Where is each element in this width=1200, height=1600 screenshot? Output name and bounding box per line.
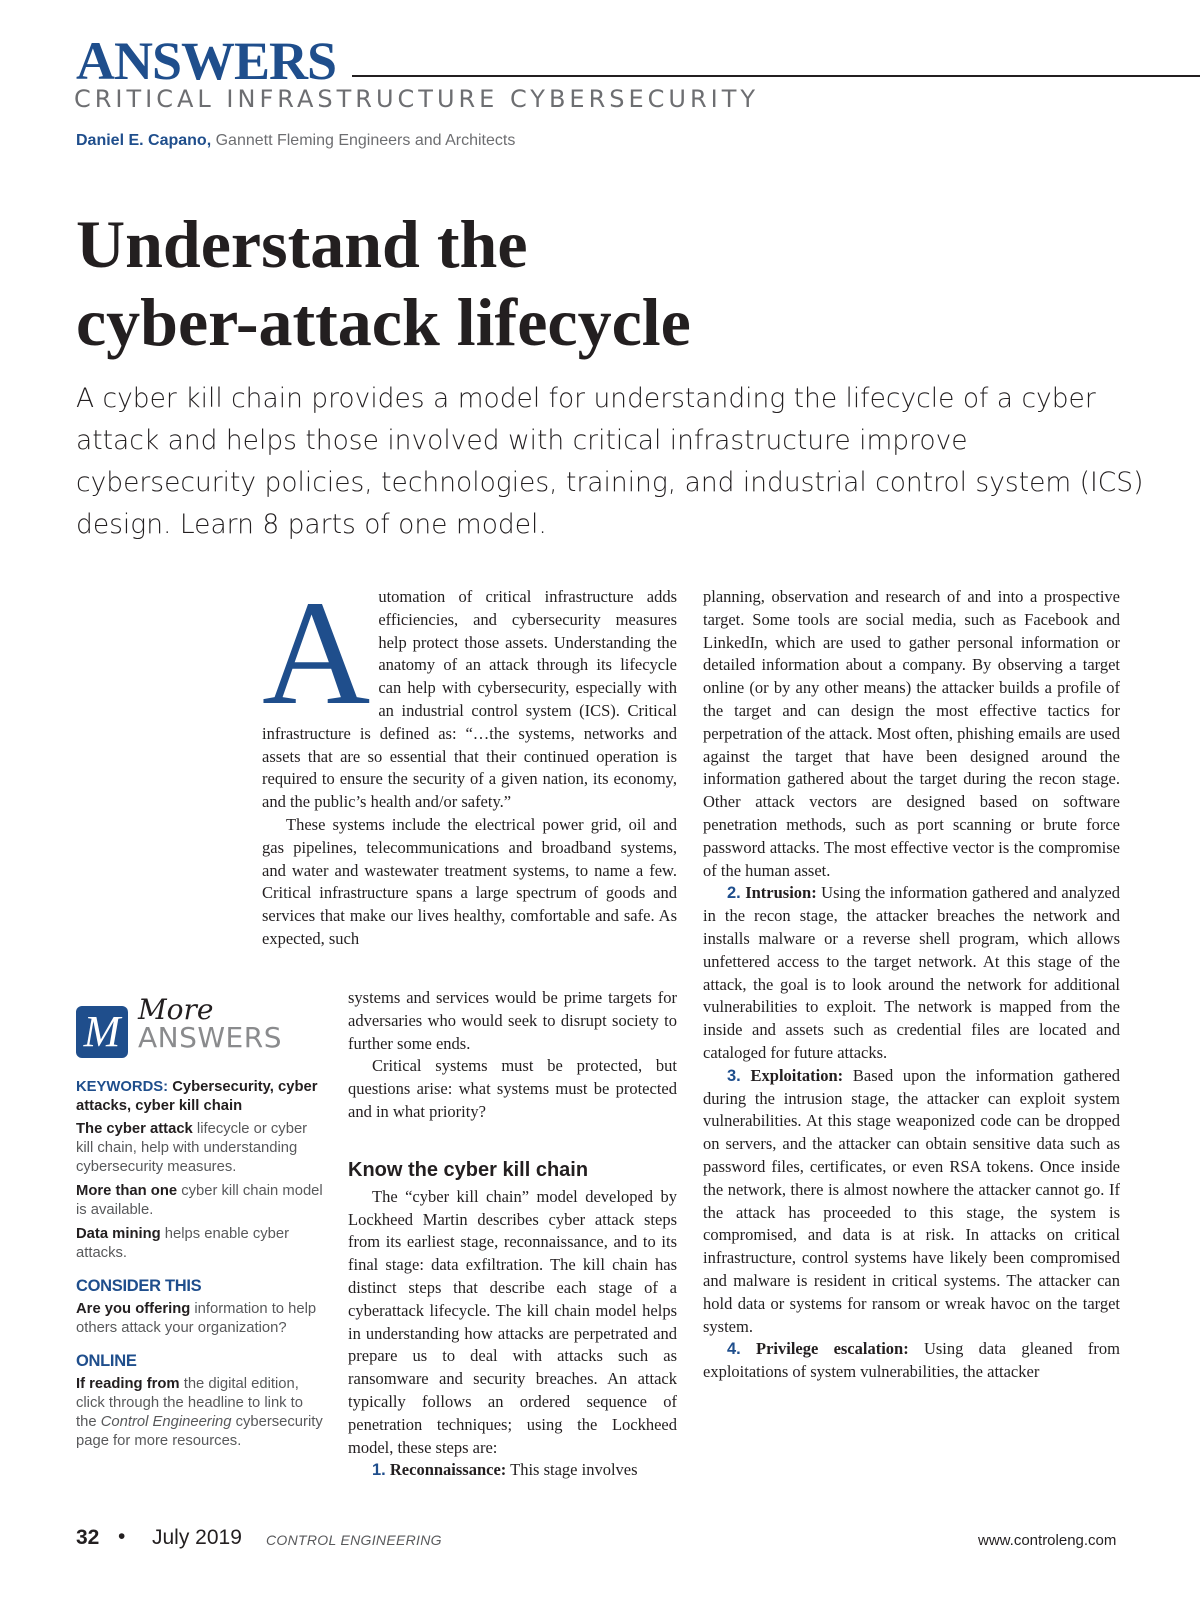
paragraph-intro-text: utomation of critical infrastructure adds efficiencies, and cybersecurity measures help protect those assets. Understanding the anatomy of an attack through its lifecycle can help with cybersecurity, especially with an industrial control system (ICS). Critical infrastructure is defined as: “…the systems, networks and assets that are so essential that their continued operation is required to ensure the security of a given nation, its economy, and the public’s health and/or safety.” bbox=[262, 587, 677, 812]
keywords-label: KEYWORDS: bbox=[76, 1079, 169, 1095]
more-answers-logo-icon: M bbox=[76, 1006, 128, 1058]
paragraph-kill-chain: The “cyber kill chain” model developed by Lockheed Martin describes cyber attack steps from its earliest stage, reconnaissance, and to its final stage: data exfiltration. The kill chain has distinct steps that describe each stage of a cyberattack lifecycle. The kill chain model helps in understanding how attacks are perpetrated and prepare us to deal with attacks such as ransomware and security breaches. An attack typically follows an ordered sequence of penetration techniques; using the Lockheed model, these steps are: bbox=[348, 1186, 677, 1457]
consider-bold: Are you offering bbox=[76, 1301, 191, 1317]
website-link[interactable]: www.controleng.com bbox=[978, 1532, 1117, 1549]
footer-bullet: • bbox=[118, 1525, 126, 1548]
keywords-text: Cybersecurity, cyber attacks, cyber kill chain bbox=[76, 1079, 318, 1114]
sidebar-item-3-bold: Data mining bbox=[76, 1226, 161, 1242]
step-4-text: Using data gleaned from exploitations of system vulnerabilities, the attacker bbox=[703, 1339, 1120, 1382]
online-heading: ONLINE bbox=[76, 1352, 137, 1370]
article-column-1-bottom bbox=[348, 987, 677, 1482]
issue-date: July 2019 bbox=[152, 1526, 242, 1549]
author-affiliation: Gannett Fleming Engineers and Architects bbox=[215, 132, 516, 149]
article-column-1-top bbox=[262, 570, 677, 986]
step-2-text: Using the information gathered and analyzed in the recon stage, the attacker breaches the network and installs malware or a reverse shell program, which allows unfettered access to the target network. At this stage of the attack, the goal is to look around the network for additional vulnerabilities to exploit. The network is mapped from the inside and assets such as credential files are located and cataloged for future attacks. bbox=[703, 883, 1121, 1062]
step-1-number: 1. bbox=[372, 1461, 386, 1480]
consider-text: information to help others attack your organization? bbox=[76, 1301, 317, 1336]
online-text-2: cybersecurity page for more resources. bbox=[76, 1414, 323, 1449]
subhead-kill-chain: Know the cyber kill chain bbox=[348, 1158, 589, 1181]
section-title: ANSWERS bbox=[76, 31, 337, 91]
step-2-number: 2. bbox=[727, 884, 741, 903]
headline-line-1: Understand the bbox=[76, 206, 528, 282]
sidebar-item-1 bbox=[76, 1120, 326, 1177]
sidebar-item-2-text: cyber kill chain model is available. bbox=[76, 1183, 323, 1218]
section-subtitle: CRITICAL INFRASTRUCTURE CYBERSECURITY bbox=[74, 85, 760, 113]
step-2 bbox=[703, 882, 1120, 1064]
step-4-label: Privilege escalation: bbox=[756, 1339, 909, 1359]
online-item[interactable] bbox=[76, 1375, 326, 1451]
online-bold: If reading from bbox=[76, 1376, 180, 1392]
dropcap: A bbox=[262, 570, 371, 736]
paragraph-intro bbox=[262, 570, 677, 814]
step-4-number: 4. bbox=[727, 1340, 741, 1359]
sidebar-item-3-text: helps enable cyber attacks. bbox=[76, 1226, 290, 1261]
headline[interactable] bbox=[76, 205, 1076, 361]
keywords bbox=[76, 1078, 326, 1116]
step-3-text: Based upon the information gathered during the intrusion stage, the attacker can exploit system vulnerabilities. At this stage weaponized code can be dropped on servers, and the attacker can obtain sensitive data such as password files, certificates, or even RSA tokens. Once inside the network, there is almost nowhere the attacker cannot go. If the attack has proceeded to this stage, the system is compromised, and data is at risk. In attacks on critical infrastructure, control systems have likely been compromised and malware is resident in critical systems. The attacker can hold data or systems for ransom or wreak havoc on the target system. bbox=[703, 1065, 1121, 1336]
sidebar-item-2-bold: More than one bbox=[76, 1183, 178, 1199]
consider-item bbox=[76, 1300, 326, 1338]
byline bbox=[76, 131, 515, 151]
step-2-label: Intrusion: bbox=[745, 883, 817, 903]
step-1-text: This stage involves bbox=[506, 1460, 638, 1480]
headline-line-2: cyber-attack lifecycle bbox=[76, 284, 691, 360]
step-1-label: Reconnaissance: bbox=[389, 1460, 507, 1480]
paragraph-systems-cont: systems and services would be prime targets for adversaries who would seek to disrupt society to further some ends. bbox=[348, 988, 677, 1053]
step-1 bbox=[348, 1459, 677, 1482]
sidebar-item-1-text: lifecycle or cyber kill chain, help with understanding cybersecurity measures. bbox=[76, 1121, 308, 1175]
article-column-2 bbox=[703, 586, 1120, 1384]
logo-more-text: More bbox=[138, 993, 214, 1026]
paragraph-critical: Critical systems must be protected, but questions arise: what systems must be protected and in what priority? bbox=[348, 1056, 677, 1121]
paragraph-systems: These systems include the electrical power grid, oil and gas pipelines, telecommunications and broadband systems, and water and wastewater treatment systems, to name a few. Critical infrastructure spans a large spectrum of goods and services that make our lives healthy, comfortable and safe. As expected, such bbox=[262, 814, 677, 948]
author-name: Daniel E. Capano, bbox=[76, 132, 212, 149]
step-3 bbox=[703, 1065, 1120, 1339]
step-3-label: Exploitation: bbox=[750, 1065, 844, 1085]
sidebar-item-1-bold: The cyber attack bbox=[76, 1121, 193, 1137]
step-3-number: 3. bbox=[727, 1066, 741, 1085]
sidebar-body bbox=[76, 1078, 326, 1456]
deck: A cyber kill chain provides a model for understanding the lifecycle of a cyber attack and helps those involved with critical infrastructure improve cybersecurity policies, technologies, training, and industrial control system (ICS) design. Learn 8 parts of one model. bbox=[76, 383, 1144, 540]
consider-heading: CONSIDER THIS bbox=[76, 1277, 202, 1295]
logo-answers-text: ANSWERS bbox=[138, 1021, 282, 1054]
online-magazine-name: Control Engineering bbox=[100, 1414, 232, 1430]
magazine-name: CONTROL ENGINEERING bbox=[266, 1532, 442, 1548]
header-rule bbox=[352, 75, 1200, 77]
sidebar-item-3 bbox=[76, 1225, 326, 1263]
online-text-1: the digital edition, click through the headline to link to the bbox=[76, 1376, 304, 1430]
step-4 bbox=[703, 1338, 1120, 1384]
page-number: 32 bbox=[76, 1526, 100, 1549]
sidebar-item-2 bbox=[76, 1182, 326, 1220]
paragraph-recon: planning, observation and research of and into a prospective target. Some tools are social media, such as Facebook and LinkedIn, which are used to gather personal information or detailed information about a company. By observing a target online (or by any other means) the attacker builds a profile of the target and can design the most effective tactics for perpetration of the attack. Most often, phishing emails are used against the target that have been designed around the information gathered about the target during the recon stage. Other attack vectors are designed based on software penetration methods, such as port scanning or brute force password attacks. The most effective vector is the compromise of the human asset. bbox=[703, 587, 1120, 880]
